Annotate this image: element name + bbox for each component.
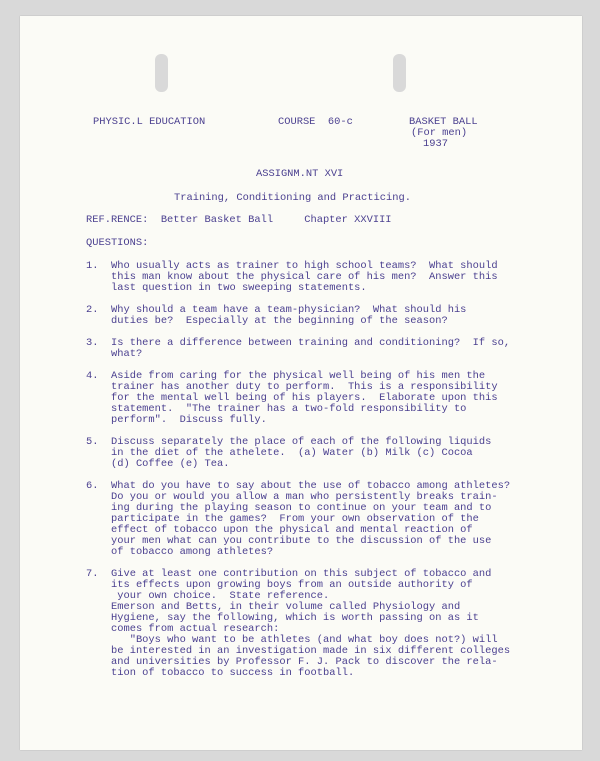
question-line: your men what can you contribute to the discussion of the use [111, 535, 492, 547]
question-line: ing during the playing season to continue on your team and to [111, 502, 492, 514]
question-number: 4. [86, 370, 99, 382]
assignment-subtitle: Training, Conditioning and Practicing. [174, 192, 411, 204]
header-sport: BASKET BALL [409, 116, 478, 128]
question-number: 1. [86, 260, 99, 272]
question-number: 2. [86, 304, 99, 316]
question-number: 6. [86, 480, 99, 492]
question-line: What do you have to say about the use of tobacco among athletes? [111, 480, 511, 492]
question-line: comes from actual research: [111, 623, 280, 635]
question-line: Give at least one contribution on this subject of tobacco and [111, 568, 492, 580]
question-line: of tobacco among athletes? [111, 546, 274, 558]
question-line: "Boys who want to be athletes (and what boy does not?) will [111, 634, 498, 646]
header-course: COURSE 60-c [278, 116, 353, 128]
question-number: 7. [86, 568, 99, 580]
header-department: PHYSIC.L EDUCATION [93, 116, 206, 128]
question-line: Why should a team have a team-physician? What should his [111, 304, 467, 316]
assignment-title: ASSIGNM.NT XVI [256, 168, 344, 180]
question-number: 3. [86, 337, 99, 349]
question-line: Is there a difference between training and conditioning? If so, [111, 337, 511, 349]
question-line: trainer has another duty to perform. This is a responsibility [111, 381, 498, 393]
question-line: last question in two sweeping statements. [111, 282, 367, 294]
question-line: and universities by Professor F. J. Pack to discover the rela- [111, 656, 498, 668]
question-line: duties be? Especially at the beginning of the season? [111, 315, 448, 327]
typed-text [20, 16, 582, 750]
question-line: in the diet of the athelete. (a) Water (b) Milk (c) Cocoa [111, 447, 473, 459]
question-line: tion of tobacco to success in football. [111, 667, 355, 679]
question-line: Hygiene, say the following, which is worth passing on as it [111, 612, 479, 624]
question-line: statement. "The trainer has a two-fold responsibility to [111, 403, 467, 415]
question-line: Discuss separately the place of each of the following liquids [111, 436, 492, 448]
question-line: for the mental well being of his players. Elaborate upon this [111, 392, 498, 404]
question-line: Emerson and Betts, in their volume called Physiology and [111, 601, 461, 613]
header-year: 1937 [423, 138, 448, 150]
question-line: this man know about the physical care of his men? Answer this [111, 271, 498, 283]
question-line: effect of tobacco upon the physical and mental reaction of [111, 524, 473, 536]
question-line: (d) Coffee (e) Tea. [111, 458, 230, 470]
question-number: 5. [86, 436, 99, 448]
question-line: Who usually acts as trainer to high school teams? What should [111, 260, 498, 272]
question-line: your own choice. State reference. [111, 590, 330, 602]
questions-label: QUESTIONS: [86, 237, 149, 249]
question-line: its effects upon growing boys from an outside authority of [111, 579, 473, 591]
question-line: what? [111, 348, 143, 360]
header-audience: (For men) [411, 127, 468, 139]
question-line: Aside from caring for the physical well being of his men the [111, 370, 486, 382]
question-line: perform". Discuss fully. [111, 414, 267, 426]
reference-line: REF.RENCE: Better Basket Ball Chapter XXVIII [86, 214, 392, 226]
question-line: participate in the games? From your own observation of the [111, 513, 479, 525]
document-page [20, 16, 582, 750]
question-line: Do you or would you allow a man who persistently breaks train- [111, 491, 498, 503]
question-line: be interested in an investigation made in six different colleges [111, 645, 511, 657]
